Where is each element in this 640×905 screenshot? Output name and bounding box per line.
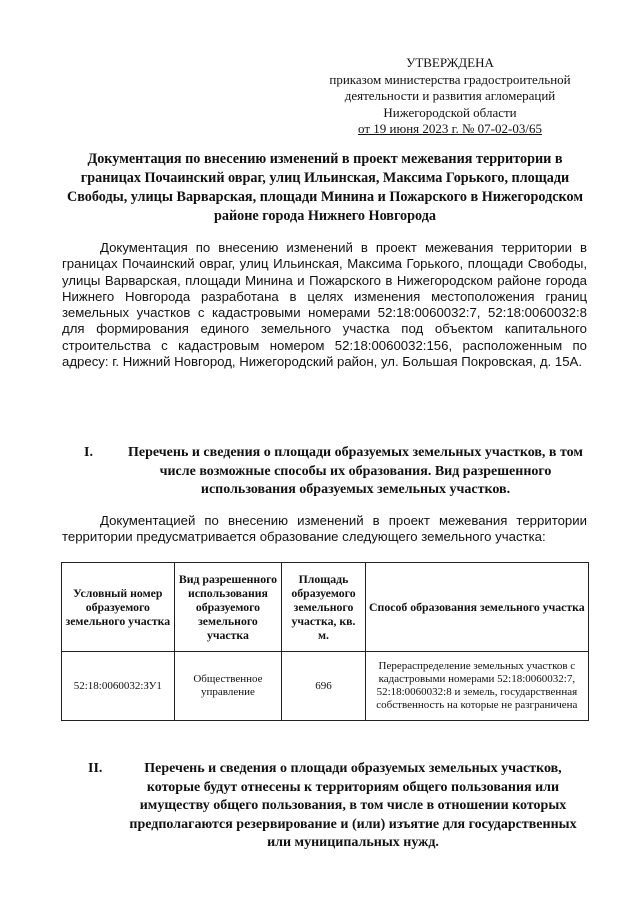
- section-1-paragraph: Документацией по внесению изменений в проект межевания территории территории предусматривается образование следующего земельного участка:: [62, 513, 587, 545]
- land-plots-table: [61, 562, 589, 721]
- section-2-heading: Перечень и сведения о площади образуемых земельных участков, которые будут отнесены к территориям общего пользования или имуществу общего пользования, в том числе в отношении которых предполагаются резервирование и (или) изъятие для государственных или муниципальных нужд.: [129, 761, 577, 850]
- table-header-row: [62, 563, 589, 652]
- cell-permitted-use: Общественное управление: [174, 652, 282, 721]
- approval-stamp: [310, 55, 590, 138]
- approval-order-line: приказом министерства градостроительной: [329, 71, 571, 87]
- approval-title: УТВЕРЖДЕНА: [406, 55, 494, 70]
- cell-plot-number: 52:18:0060032:ЗУ1: [62, 652, 175, 721]
- section-1-heading: Перечень и сведения о площади образуемых земельных участков, в том числе возможные способы их образования. Вид разрешенного использования образуемых земельных участков.: [128, 445, 583, 497]
- header-plot-number: Условный номер образуемого земельного участка: [62, 563, 175, 652]
- cell-area: 696: [282, 652, 365, 721]
- header-permitted-use: Вид разрешенного использования образуемого земельного участка: [174, 563, 282, 652]
- cell-formation-method: Перераспределение земельных участков с кадастровыми номерами 52:18:0060032:7, 52:18:0060032:8 и земель, государственная собственность на которые не разграничена: [365, 652, 588, 721]
- approval-region-line: Нижегородской области: [383, 104, 517, 120]
- table-row: [62, 652, 589, 721]
- approval-ministry-line: деятельности и развития агломераций: [344, 88, 556, 103]
- section-2-number: II.: [88, 761, 103, 776]
- document-title: Документация по внесению изменений в проект межевания территории в границах Почаинский овраг, улиц Ильинская, Максима Горького, площади Свободы, улицы Варварская, площади Минина и Пожарского в Нижегородском районе города Нижнего Новгорода: [66, 151, 584, 224]
- section-1-number: I.: [84, 445, 93, 460]
- approval-date-number: от 19 июня 2023 г. № 07-02-03/65: [358, 121, 542, 136]
- header-formation-method: Способ образования земельного участка: [365, 563, 588, 652]
- intro-paragraph: Документация по внесению изменений в проект межевания территории в границах Почаинский овраг, улиц Ильинская, Максима Горького, площади Свободы, улицы Варварская, площади Минина и Пожарского в Нижегородском районе города Нижнего Новгорода разработана в целях изменения местоположения границ земельных участков с кадастровыми номерами 52:18:0060032:7, 52:18:0060032:8 для формирования единого земельного участка под объектом капитального строительства с кадастровым номером 52:18:0060032:156, расположенным по адресу: г. Нижний Новгород, Нижегородский район, ул. Большая Покровская, д. 15А.: [62, 240, 587, 370]
- header-area: Площадь образуемого земельного участка, кв. м.: [282, 563, 365, 652]
